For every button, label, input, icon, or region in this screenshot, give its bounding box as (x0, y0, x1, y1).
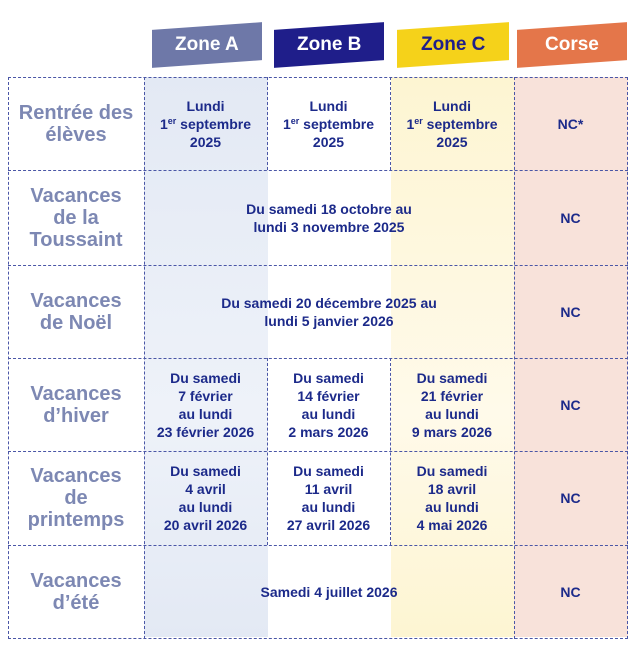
cell-printemps-corse: NC (560, 490, 581, 506)
row-divider (8, 638, 628, 639)
cell-hiver-corse: NC (560, 396, 581, 413)
zone-a-header: Zone A (152, 22, 262, 68)
cell-toussaint-corse: NC (560, 209, 581, 226)
cell-rentree-zone-c: Lundi 1er septembre 2025 (406, 97, 498, 150)
cell-noel-all-zones: Du samedi 20 décembre 2025 au lundi 5 janvier 2026 (221, 294, 437, 329)
zone-c-header: Zone C (397, 22, 509, 68)
cell-rentree-zone-b: Lundi 1er septembre 2025 (282, 97, 374, 150)
cell-printemps-zone-b: Du samedi 11 avril au lundi 27 avril 2026 (286, 463, 371, 533)
cell-printemps-zone-a: Du samedi 4 avril au lundi 20 avril 2026 (163, 463, 248, 533)
cell-rentree-corse: NC* (557, 115, 584, 132)
row-label-printemps: Vacances de printemps (27, 465, 125, 531)
cell-hiver-zone-a: Du samedi 7 février au lundi 23 février 2026 (156, 369, 255, 440)
cell-ete-all-zones: Samedi 4 juillet 2026 (260, 583, 398, 600)
cell-hiver-zone-c: Du samedi 21 février au lundi 9 mars 2026 (411, 369, 493, 440)
row-label-noel: Vacances de Noël (30, 289, 122, 334)
cell-printemps-zone-c: Du samedi 18 avril au lundi 4 mai 2026 (416, 463, 488, 533)
row-label-ete: Vacances d’été (30, 569, 122, 614)
row-label-hiver: Vacances d’hiver (30, 382, 122, 427)
row-label-toussaint: Vacances de la Toussaint (29, 184, 123, 251)
cell-toussaint-all-zones: Du samedi 18 octobre au lundi 3 novembre 2025 (246, 200, 412, 235)
zone-b-header: Zone B (274, 22, 384, 68)
cell-noel-corse: NC (560, 303, 581, 320)
calendar-table (8, 77, 628, 639)
corse-header: Corse (517, 22, 627, 68)
col-divider (627, 77, 628, 639)
cell-rentree-zone-a: Lundi 1er septembre 2025 (159, 97, 251, 150)
cell-hiver-zone-b: Du samedi 14 février au lundi 2 mars 2026 (288, 369, 369, 440)
cell-ete-corse: NC (560, 583, 581, 600)
row-label-rentree: Rentrée des élèves (18, 101, 134, 146)
